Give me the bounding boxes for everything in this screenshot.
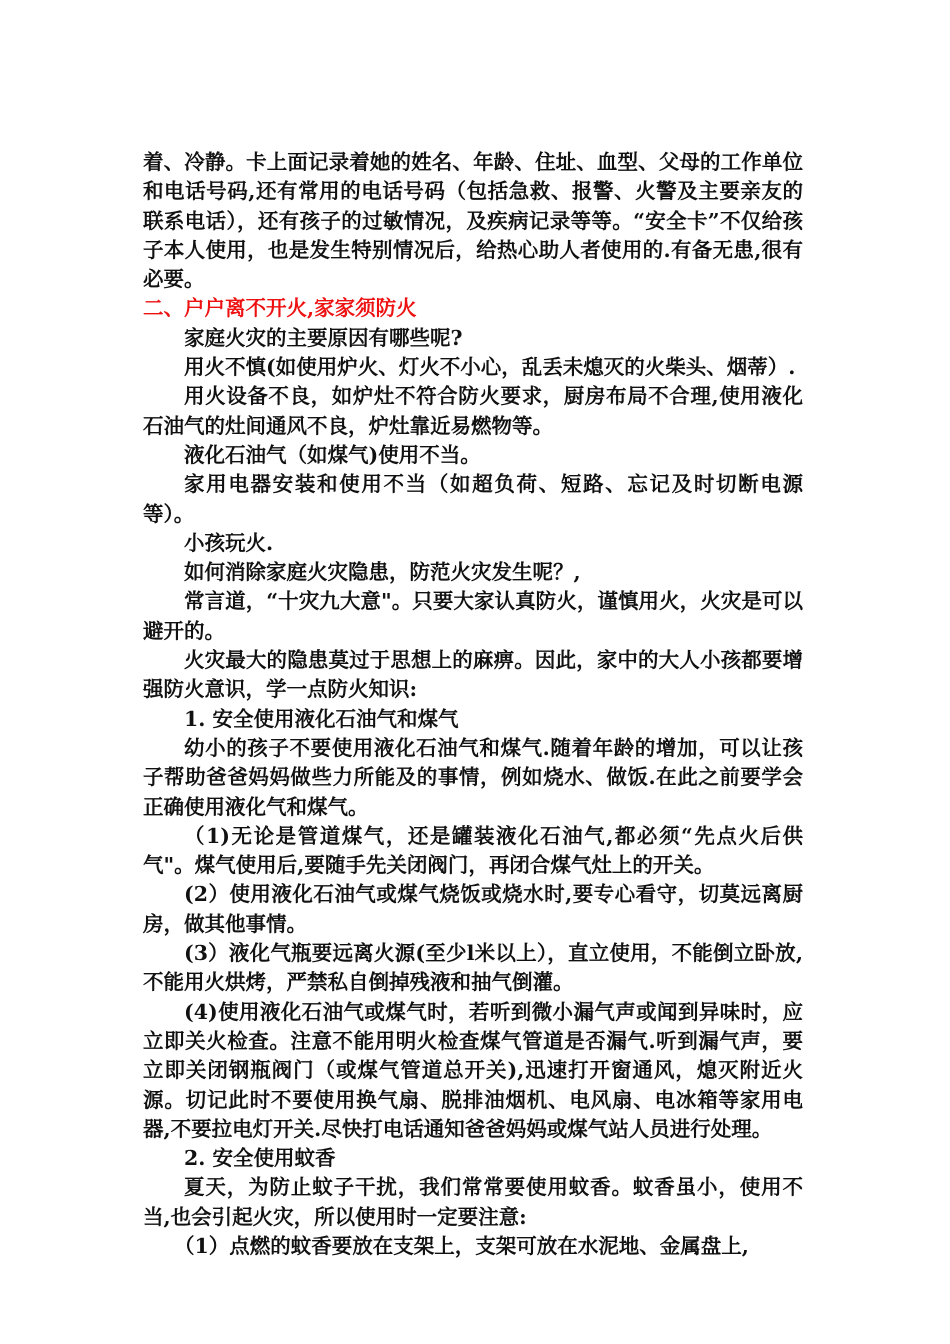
- paragraph-careless-fire-use: 用火不慎(如使用炉火、灯火不小心，乱丢未熄灭的火柴头、烟蒂）.: [184, 355, 796, 380]
- section-heading-fire-prevention: 二、户户离不开火,家家须防火: [143, 296, 417, 321]
- paragraph-biggest-hazard: 火灾最大的隐患莫过于思想上的麻痹。因此，家中的大人小孩都要增强防火意识，学一点防火知识:: [143, 648, 803, 702]
- list-item-gas-rule-1: （1)无论是管道煤气，还是罐装液化石油气,都必须“先点火后供气"。煤气使用后,要随手先关闭阀门，再闭合煤气灶上的开关。: [143, 823, 803, 878]
- paragraph-lpg-misuse: 液化石油气（如煤气)使用不当。: [184, 442, 481, 467]
- paragraph-fire-causes-question: 家庭火灾的主要原因有哪些呢?: [184, 325, 463, 350]
- paragraph-mosquito-coil-intro: 夏天，为防止蚊子干扰，我们常常要使用蚊香。蚊香虽小，使用不当,也会引起火灾，所以使用时一定要注意:: [143, 1175, 803, 1229]
- list-item-gas-rule-4: (4)使用液化石油气或煤气时，若听到微小漏气声或闻到异味时，应立即关火检查。注意不能用明火检查煤气管道是否漏气.听到漏气声，要立即关闭钢瓶阀门（或煤气管道总开关),迅速打开窗通风，熄灭附近火源。切记此时不要使用换气扇、脱排油烟机、电风扇、电冰箱等家用电器,不要拉电灯开关.尽快打电话通知爸爸妈妈或煤气站人员进行处理。: [143, 999, 803, 1141]
- paragraph-young-children-gas: 幼小的孩子不要使用液化石油气和煤气.随着年龄的增加，可以让孩子帮助爸爸妈妈做些力所能及的事情，例如烧水、做饭.在此之前要学会正确使用液化气和煤气。: [143, 735, 803, 819]
- paragraph-children-playing-fire: 小孩玩火.: [184, 530, 274, 555]
- paragraph-appliance-misuse: 家用电器安装和使用不当（如超负荷、短路、忘记及时切断电源等）。: [143, 472, 803, 526]
- list-item-mosquito-rule-1: （1）点燃的蚊香要放在支架上，支架可放在水泥地、金属盘上,: [174, 1233, 749, 1258]
- list-item-gas-rule-2: (2）使用液化石油气或煤气烧饭或烧水时,要专心看守，切莫远离厨房，做其他事情。: [143, 882, 803, 936]
- subheading-safe-gas-use: 1. 安全使用液化石油气和煤气: [184, 706, 459, 731]
- paragraph-safety-card: 着、冷静。卡上面记录着她的姓名、年龄、住址、血型、父母的工作单位和电话号码,还有常用的电话号码（包括急救、报警、火警及主要亲友的联系电话），还有孩子的过敏情况，及疾病记录等等。“安全卡”不仅给孩子本人使用，也是发生特别情况后，给热心助人者使用的.有备无患,很有必要。: [143, 150, 803, 292]
- subheading-safe-mosquito-coil: 2. 安全使用蚊香: [184, 1146, 336, 1171]
- list-item-gas-rule-3: (3）液化气瓶要远离火源(至少l米以上），直立使用，不能倒立卧放,不能用火烘烤，严禁私自倒掉残液和抽气倒灌。: [143, 941, 803, 995]
- paragraph-eliminate-hazards-question: 如何消除家庭火灾隐患，防范火灾发生呢？,: [184, 560, 581, 585]
- paragraph-proverb: 常言道，“十灾九大意"。只要大家认真防火，谨慎用火，火灾是可以避开的。: [143, 589, 803, 643]
- paragraph-bad-equipment: 用火设备不良，如炉灶不符合防火要求，厨房布局不合理,使用液化石油气的灶间通风不良，炉灶靠近易燃物等。: [143, 384, 803, 438]
- document-page: [143, 148, 803, 1261]
